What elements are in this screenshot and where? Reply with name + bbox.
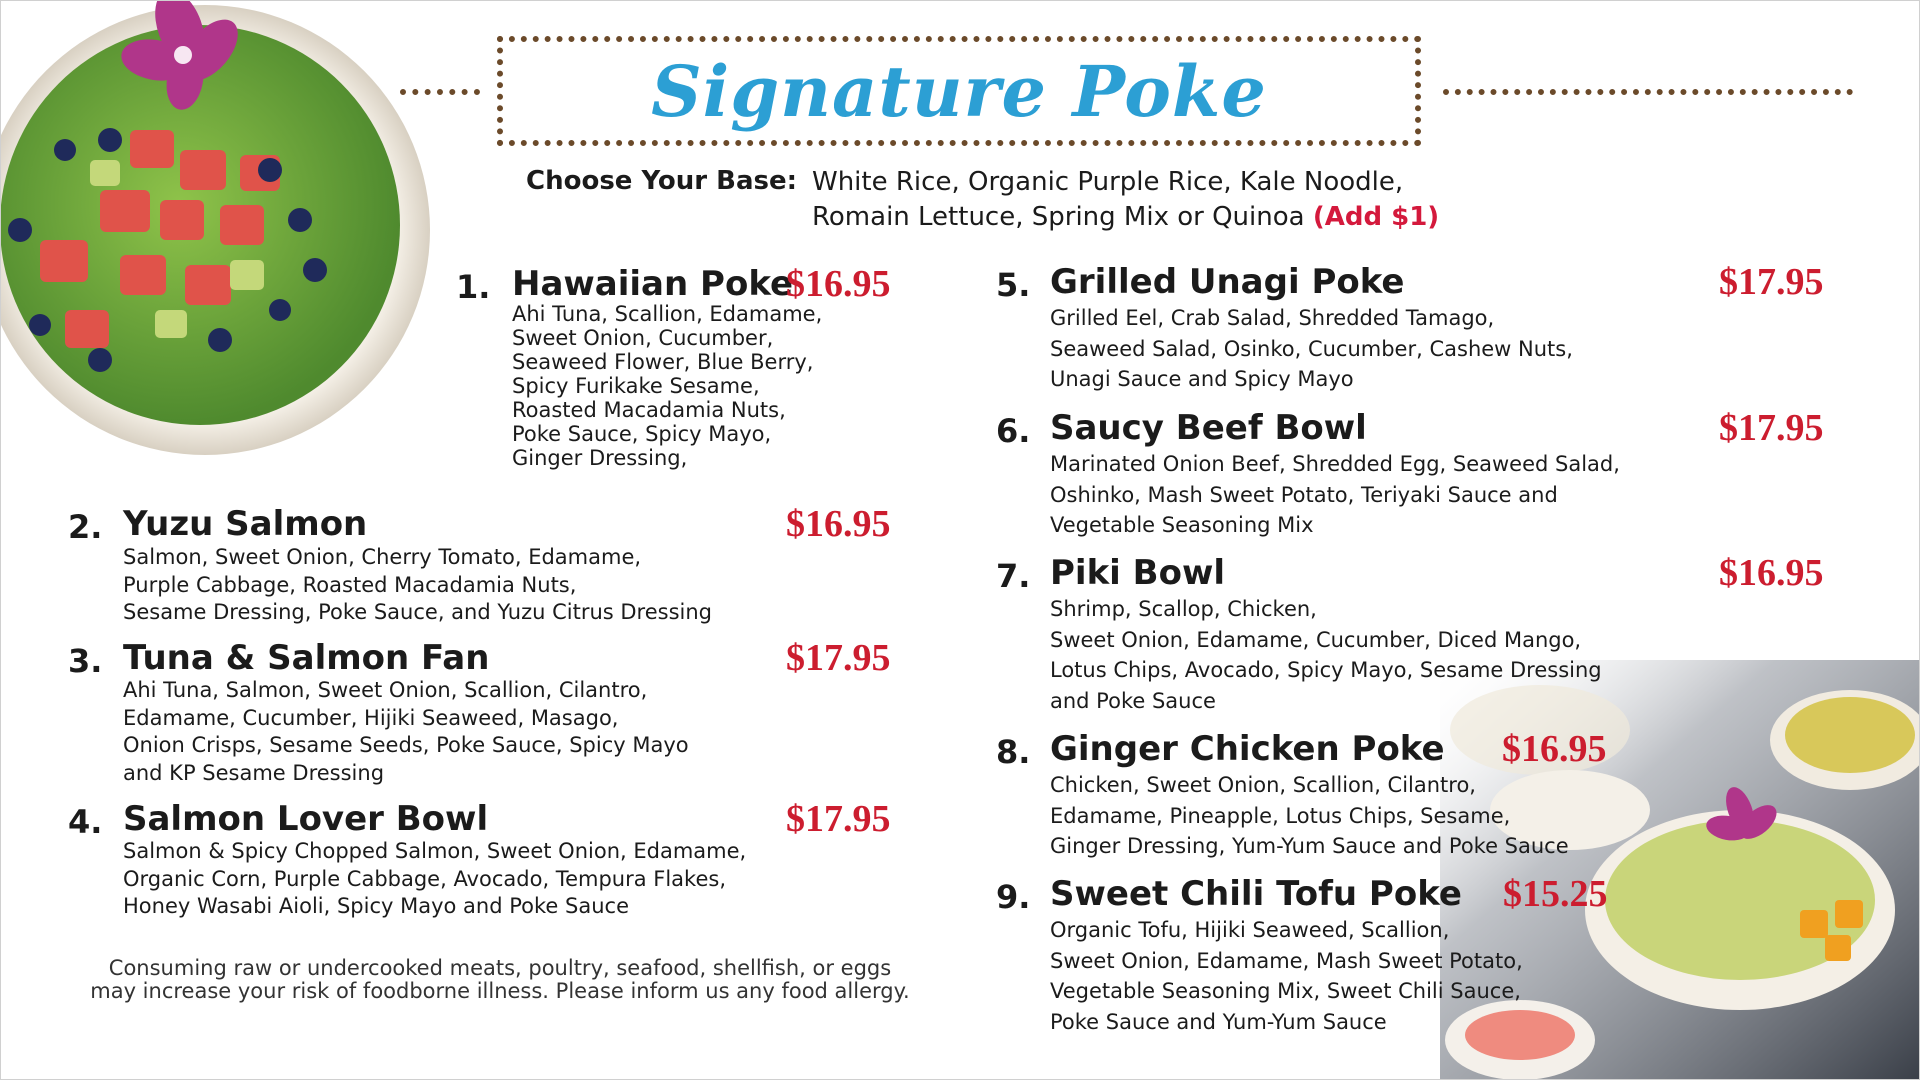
item-price: $17.95 (1719, 261, 1824, 303)
allergy-notice: Consuming raw or undercooked meats, poultry, seafood, shellfish, or eggs may increase your risk of foodborne illness. Please inform us any food allergy. (90, 956, 910, 1003)
item-price: $17.95 (1719, 407, 1824, 449)
poke-bowl-photo (0, 0, 450, 480)
item-description: Salmon & Spicy Chopped Salmon, Sweet Onion, Edamame, Organic Corn, Purple Cabbage, Avocado, Tempura Flakes, Honey Wasabi Aioli, Spicy Mayo and Poke Sauce (123, 839, 747, 918)
base-options-line1: White Rice, Organic Purple Rice, Kale Noodle, (812, 167, 1404, 197)
base-add-note: (Add $1) (1312, 202, 1440, 232)
title-frame (497, 36, 1421, 146)
title-dots-right (1443, 89, 1853, 95)
item-price: $16.95 (1502, 728, 1607, 770)
item-number: 1. (456, 268, 491, 306)
item-price: $16.95 (786, 503, 891, 545)
item-price: $17.95 (786, 798, 891, 840)
item-name: Piki Bowl (1050, 553, 1226, 593)
item-description: Grilled Eel, Crab Salad, Shredded Tamago, Seaweed Salad, Osinko, Cucumber, Cashew Nuts, Unagi Sauce and Spicy Mayo (1050, 306, 1573, 391)
item-price: $16.95 (1719, 552, 1824, 594)
item-description: Organic Tofu, Hijiki Seaweed, Scallion, Sweet Onion, Edamame, Mash Sweet Potato, Vegetable Seasoning Mix, Sweet Chili Sauce, Poke Sauce and Yum-Yum Sauce (1050, 918, 1523, 1034)
item-name: Ginger Chicken Poke (1050, 729, 1445, 769)
item-number: 6. (996, 412, 1031, 450)
menu-title: Signature Poke (651, 49, 1267, 133)
item-description: Shrimp, Scallop, Chicken, Sweet Onion, Edamame, Cucumber, Diced Mango, Lotus Chips, Avocado, Spicy Mayo, Sesame Dressing and Poke Sauce (1050, 597, 1602, 713)
item-price: $15.25 (1503, 873, 1608, 915)
item-name: Yuzu Salmon (123, 504, 368, 544)
item-number: 7. (996, 557, 1031, 595)
item-description: Ahi Tuna, Scallion, Edamame, Sweet Onion, Cucumber, Seaweed Flower, Blue Berry, Spicy Furikake Sesame, Roasted Macadamia Nuts, Poke Sauce, Spicy Mayo, Ginger Dressing, (512, 302, 823, 470)
item-number: 2. (68, 508, 103, 546)
item-name: Saucy Beef Bowl (1050, 408, 1367, 448)
item-name: Salmon Lover Bowl (123, 799, 489, 839)
base-label: Choose Your Base: (526, 166, 798, 196)
item-number: 4. (68, 803, 103, 841)
item-name: Sweet Chili Tofu Poke (1050, 874, 1462, 914)
item-description: Marinated Onion Beef, Shredded Egg, Seaweed Salad, Oshinko, Mash Sweet Potato, Teriyaki Sauce and Vegetable Seasoning Mix (1050, 452, 1620, 537)
item-price: $16.95 (786, 263, 891, 305)
item-description: Ahi Tuna, Salmon, Sweet Onion, Scallion, Cilantro, Edamame, Cucumber, Hijiki Seaweed, Masago, Onion Crisps, Sesame Seeds, Poke Sauce, Spicy Mayo and KP Sesame Dressing (123, 678, 689, 785)
item-description: Salmon, Sweet Onion, Cherry Tomato, Edamame, Purple Cabbage, Roasted Macadamia Nuts, Sesame Dressing, Poke Sauce, and Yuzu Citrus Dressing (123, 545, 713, 624)
item-name: Hawaiian Poke (512, 264, 794, 304)
item-number: 3. (68, 642, 103, 680)
base-options-text: Romain Lettuce, Spring Mix or Quinoa (812, 202, 1305, 232)
item-number: 5. (996, 266, 1031, 304)
item-name: Tuna & Salmon Fan (123, 638, 490, 678)
title-dots-left (400, 89, 480, 95)
item-number: 9. (996, 878, 1031, 916)
item-number: 8. (996, 733, 1031, 771)
item-description: Chicken, Sweet Onion, Scallion, Cilantro, Edamame, Pineapple, Lotus Chips, Sesame, Ginger Dressing, Yum-Yum Sauce and Poke Sauce (1050, 773, 1569, 858)
base-options-line2 (812, 199, 1439, 235)
item-name: Grilled Unagi Poke (1050, 262, 1405, 302)
item-price: $17.95 (786, 637, 891, 679)
